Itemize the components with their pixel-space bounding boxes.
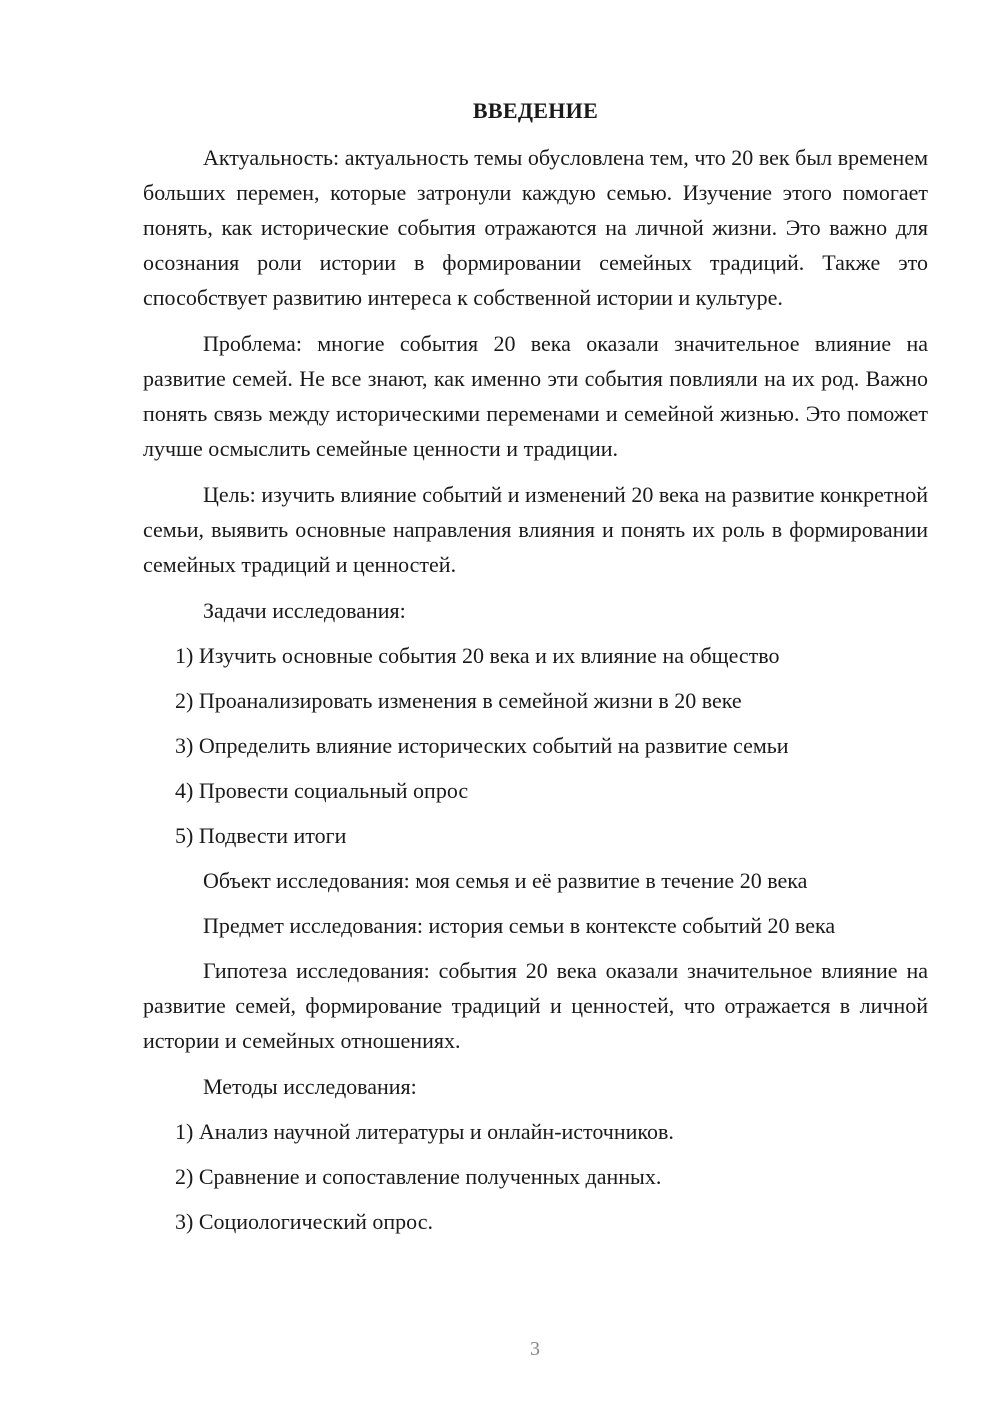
relevance-paragraph: Актуальность: актуальность темы обусловлена тем, что 20 век был временем больших перемен, которые затронули каждую семью. Изучение этого помогает понять, как исторические события отражаются на личной жизни. Это важно для осознания роли истории в формировании семейных традиций. Также это способствует развитию интереса к собственной истории и культуре.: [143, 145, 928, 310]
page-number: 3: [530, 1338, 540, 1360]
hypothesis-paragraph: Гипотеза исследования: события 20 века оказали значительное влияние на развитие семей, формирование традиций и ценностей, что отражается в личной истории и семейных отношениях.: [143, 958, 928, 1053]
tasks-heading: Задачи исследования:: [203, 598, 406, 623]
task-item: 1) Изучить основные события 20 века и их влияние на общество: [175, 643, 780, 668]
page-content: [143, 96, 928, 1249]
research-object: Объект исследования: моя семья и её развитие в течение 20 века: [203, 868, 808, 893]
task-item: 4) Провести социальный опрос: [175, 778, 469, 803]
method-item: 1) Анализ научной литературы и онлайн-источников.: [175, 1119, 674, 1144]
research-subject: Предмет исследования: история семьи в контексте событий 20 века: [203, 913, 836, 938]
problem-paragraph: Проблема: многие события 20 века оказали значительное влияние на развитие семей. Не все знают, как именно эти события повлияли на их род. Важно понять связь между историческими переменами и семейной жизнью. Это поможет лучше осмыслить семейные ценности и традиции.: [143, 331, 928, 461]
method-item: 3) Социологический опрос.: [175, 1209, 433, 1234]
method-item: 2) Сравнение и сопоставление полученных данных.: [175, 1164, 662, 1189]
task-item: 3) Определить влияние исторических событий на развитие семьи: [175, 733, 789, 758]
page-title: ВВЕДЕНИЕ: [472, 98, 599, 123]
methods-heading: Методы исследования:: [203, 1074, 417, 1099]
task-item: 5) Подвести итоги: [175, 823, 347, 848]
task-item: 2) Проанализировать изменения в семейной жизни в 20 веке: [175, 688, 742, 713]
goal-paragraph: Цель: изучить влияние событий и изменений 20 века на развитие конкретной семьи, выявить основные направления влияния и понять их роль в формировании семейных традиций и ценностей.: [143, 482, 928, 577]
